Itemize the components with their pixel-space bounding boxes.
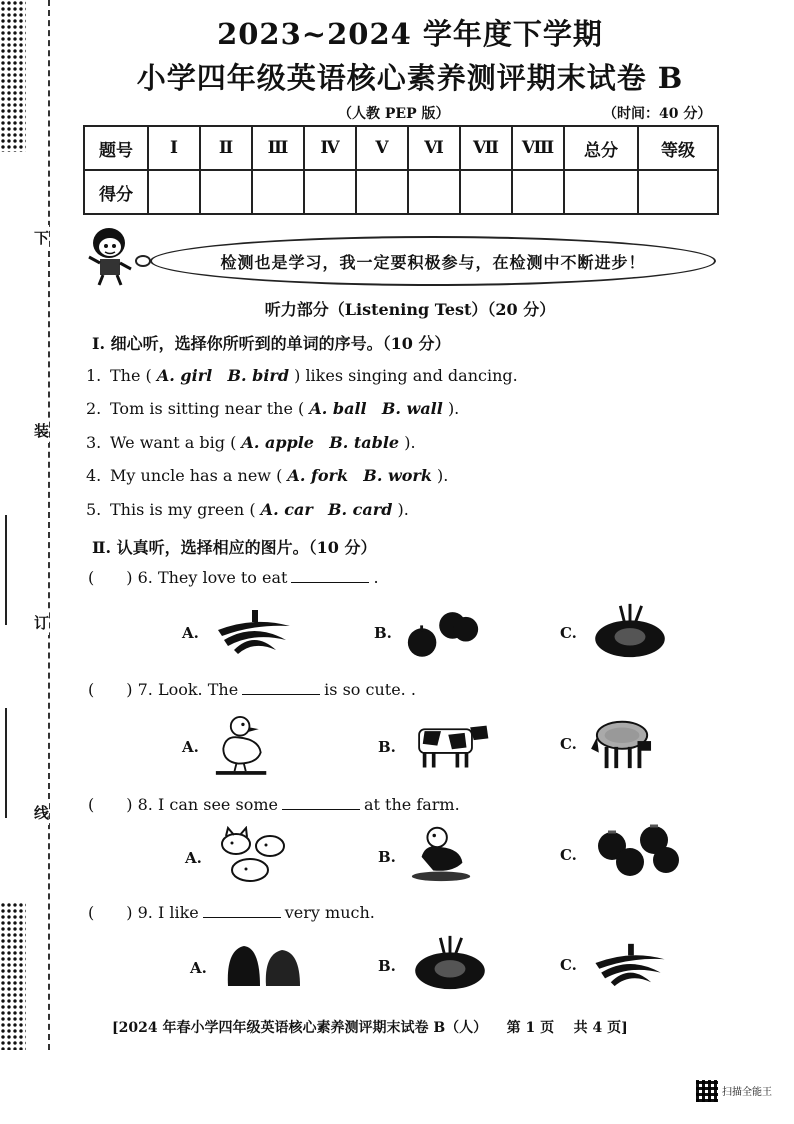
footer-text: [2024 年春小学四年级英语核心素养测评期末试卷 B（人） xyxy=(112,1020,488,1036)
speech-bubble-tail xyxy=(135,255,151,267)
option-b[interactable]: B. work xyxy=(363,466,432,485)
score-cell[interactable] xyxy=(512,170,564,214)
onion-icon xyxy=(410,934,490,992)
choice-label[interactable]: C. xyxy=(560,624,577,642)
left-edge-line xyxy=(5,515,7,625)
option-b[interactable]: B. bird xyxy=(227,366,290,385)
score-table-header: Ⅳ xyxy=(304,126,356,170)
answer-paren-open[interactable]: ( xyxy=(88,903,95,922)
binding-char: 线 xyxy=(34,800,49,825)
time-label: （时间：40 分） xyxy=(603,106,712,122)
question-text: ). xyxy=(397,500,409,519)
listening-section-title: 听力部分（Listening Test）（20 分） xyxy=(264,300,556,319)
question-text: I like xyxy=(157,903,199,922)
score-cell[interactable] xyxy=(356,170,408,214)
score-row-label: 得分 xyxy=(84,170,148,214)
question-text: Tom is sitting near the ( xyxy=(110,399,305,418)
option-b[interactable]: B. card xyxy=(328,500,393,519)
answer-blank xyxy=(291,582,369,583)
question-number: 4. xyxy=(86,466,102,485)
option-b[interactable]: B. table xyxy=(329,433,400,452)
question-number: 8. xyxy=(137,795,153,814)
exam-title-line1: 2023~2024 学年度下学期 xyxy=(217,17,603,51)
part1-question xyxy=(86,466,448,485)
onion-icon xyxy=(590,602,670,660)
option-a[interactable]: A. ball xyxy=(309,399,367,418)
answer-paren-open[interactable]: ( xyxy=(88,795,95,814)
choice-label[interactable]: B. xyxy=(378,848,396,866)
part1-title: Ⅰ. 细心听，选择你所听到的单词的序号。（10 分） xyxy=(92,334,451,353)
tomatoes-icon xyxy=(590,820,684,880)
part2-title: Ⅱ. 认真听，选择相应的图片。（10 分） xyxy=(92,538,377,557)
answer-blank xyxy=(282,809,360,810)
score-table-header: 题号 xyxy=(84,126,148,170)
score-table-score-row xyxy=(84,170,718,214)
question-text: They love to eat xyxy=(157,568,288,587)
option-b[interactable]: B. wall xyxy=(381,399,443,418)
cats-icon xyxy=(214,826,294,886)
question-number: 3. xyxy=(86,433,102,452)
exam-title-line2: 小学四年级英语核心素养测评期末试卷 B xyxy=(136,61,684,95)
question-number: 1. xyxy=(86,366,102,385)
part2-question xyxy=(88,568,379,587)
choice-label[interactable]: A. xyxy=(185,849,202,867)
score-table-header: Ⅶ xyxy=(460,126,512,170)
choice-label[interactable]: B. xyxy=(378,738,396,756)
question-number: 9. xyxy=(137,903,153,922)
score-cell[interactable] xyxy=(252,170,304,214)
score-table-header-row xyxy=(84,126,718,170)
score-cell[interactable] xyxy=(460,170,512,214)
score-cell[interactable] xyxy=(564,170,638,214)
score-table-header: Ⅲ xyxy=(252,126,304,170)
question-text: ). xyxy=(447,399,460,418)
left-dot-pattern-bottom xyxy=(0,902,26,1050)
answer-paren-close: ) xyxy=(126,568,133,587)
hen-and-chick-icon xyxy=(408,822,476,884)
score-cell[interactable] xyxy=(408,170,460,214)
edition-label: （人教 PEP 版） xyxy=(338,106,450,122)
score-table-header: Ⅵ xyxy=(408,126,460,170)
left-edge-line xyxy=(5,708,7,818)
question-number: 2. xyxy=(86,399,102,418)
choice-label[interactable]: C. xyxy=(560,735,577,753)
question-text: ). xyxy=(437,466,449,485)
question-text: This is my green ( xyxy=(110,500,256,519)
question-text: We want a big ( xyxy=(110,433,237,452)
part2-question xyxy=(88,903,375,922)
answer-paren-close: ) xyxy=(126,680,133,699)
part1-question xyxy=(86,399,459,418)
answer-paren-open[interactable]: ( xyxy=(88,568,95,587)
choice-label[interactable]: B. xyxy=(378,957,396,975)
binding-dashed-line xyxy=(48,0,50,1050)
page-footer xyxy=(112,1017,628,1037)
score-table xyxy=(83,125,719,215)
cow-icon xyxy=(410,712,492,772)
choice-label[interactable]: A. xyxy=(182,738,199,756)
fruits-icon xyxy=(405,604,481,662)
option-a[interactable]: A. girl xyxy=(156,366,213,385)
question-number: 5. xyxy=(86,500,102,519)
choice-label[interactable]: C. xyxy=(560,846,577,864)
answer-blank xyxy=(203,917,281,918)
potatoes-icon xyxy=(222,940,306,990)
option-a[interactable]: A. car xyxy=(260,500,313,519)
choice-label[interactable]: B. xyxy=(374,624,392,642)
bananas-icon xyxy=(212,606,296,656)
qr-code-icon xyxy=(696,1080,718,1102)
sheep-icon xyxy=(588,714,658,772)
score-table-header: 等级 xyxy=(638,126,718,170)
footer-page-number: 第 1 页 xyxy=(506,1020,555,1036)
bananas-icon xyxy=(590,940,670,988)
part2-question xyxy=(88,680,416,699)
student-mascot-icon xyxy=(83,223,139,287)
part1-question xyxy=(86,433,416,452)
question-text: Look. The xyxy=(157,680,239,699)
question-number: 7. xyxy=(137,680,153,699)
score-cell[interactable] xyxy=(304,170,356,214)
footer-total-pages: 共 4 页] xyxy=(573,1020,628,1036)
question-text: . xyxy=(373,568,379,587)
answer-paren-close: ) xyxy=(126,795,133,814)
question-text: I can see some xyxy=(157,795,278,814)
part2-question xyxy=(88,795,460,814)
duck-icon xyxy=(214,710,270,778)
part1-question xyxy=(86,366,518,385)
question-number: 6. xyxy=(137,568,153,587)
option-a[interactable]: A. apple xyxy=(241,433,314,452)
choice-label[interactable]: A. xyxy=(190,959,207,977)
score-cell[interactable] xyxy=(148,170,200,214)
question-text: My uncle has a new ( xyxy=(110,466,283,485)
answer-blank xyxy=(242,694,320,695)
question-text: very much. xyxy=(284,903,375,922)
choice-label[interactable]: C. xyxy=(560,956,577,974)
question-text: ) likes singing and dancing. xyxy=(294,366,518,385)
option-a[interactable]: A. fork xyxy=(287,466,349,485)
question-text: The ( xyxy=(110,366,152,385)
question-text: at the farm. xyxy=(363,795,460,814)
left-dot-pattern-top xyxy=(0,0,26,152)
score-table-header: Ⅴ xyxy=(356,126,408,170)
question-text: ). xyxy=(404,433,416,452)
score-cell[interactable] xyxy=(200,170,252,214)
answer-paren-open[interactable]: ( xyxy=(88,680,95,699)
motto-speech-bubble xyxy=(150,236,716,286)
part1-question xyxy=(86,500,409,519)
score-cell[interactable] xyxy=(638,170,718,214)
score-table-header: Ⅷ xyxy=(512,126,564,170)
binding-char: 下 xyxy=(34,225,49,250)
score-table-header: Ⅱ xyxy=(200,126,252,170)
binding-char: 订 xyxy=(34,610,49,635)
choice-label[interactable]: A. xyxy=(182,624,199,642)
scanner-watermark: 扫描全能王 xyxy=(722,1087,772,1098)
question-text: is so cute. . xyxy=(324,680,416,699)
score-table-header: Ⅰ xyxy=(148,126,200,170)
score-table-header: 总分 xyxy=(564,126,638,170)
binding-char: 装 xyxy=(34,418,49,443)
motto-text: 检测也是学习，我一定要积极参与，在检测中不断进步！ xyxy=(220,252,646,272)
answer-paren-close: ) xyxy=(126,903,133,922)
